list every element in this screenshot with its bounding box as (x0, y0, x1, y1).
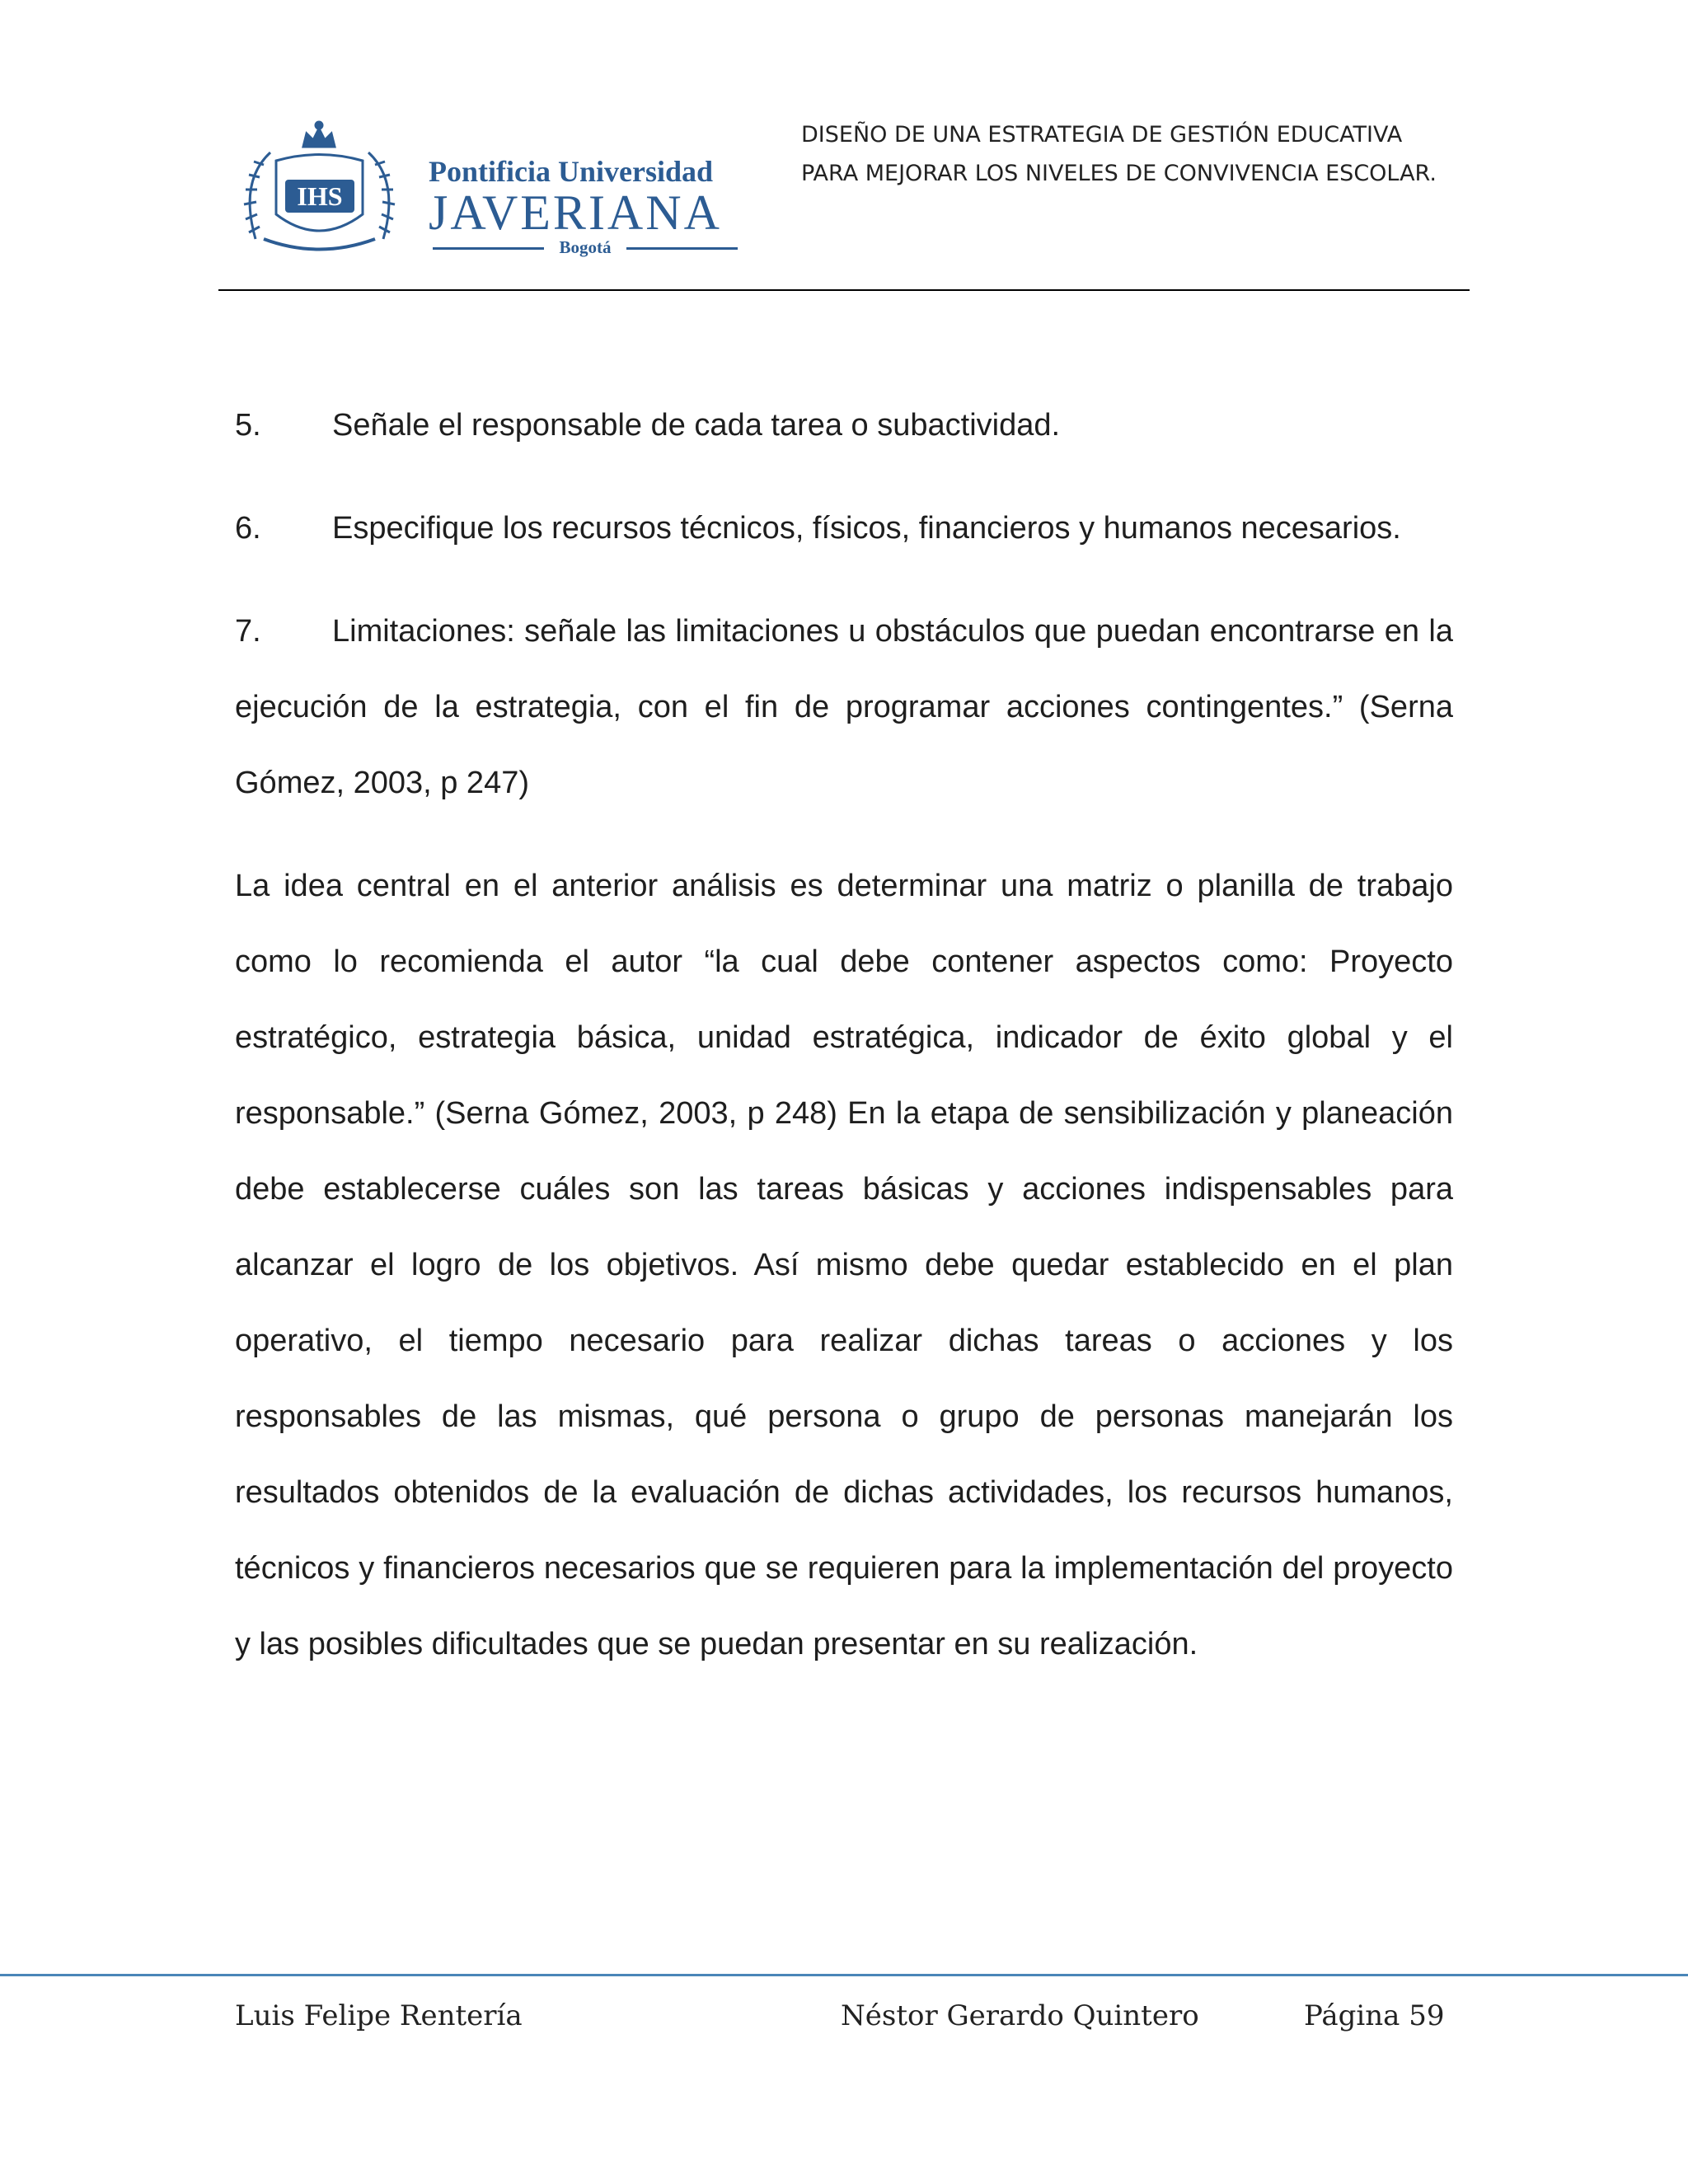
list-item-text: Señale el responsable de cada tarea o subactividad. (332, 408, 1061, 443)
logo-city: Bogotá (559, 237, 612, 257)
list-item-number: 5. (235, 408, 261, 443)
list-item (235, 387, 1453, 463)
body-paragraph: La idea central en el anterior análisis es determinar una matriz o planilla de trabajo como lo recomienda el autor “la cual debe contener aspectos como: Proyecto estratégico, estrategia básica, unidad estratégica, indicador de éxito global y el responsable.” (Serna Gómez, 2003, p 248) En la etapa de sensibilización y planeación debe establecerse cuáles son las tareas básicas y acciones indispensables para alcanzar el logro de los objetivos. Así mismo debe quedar establecido en el plan operativo, el tiempo necesario para realizar dichas tareas o acciones y los responsables de las mismas, qué persona o grupo de personas manejarán los resultados obtenidos de la evaluación de dichas actividades, los recursos humanos, técnicos y financieros necesarios que se requieren para la implementación del proyecto y las posibles dificultades que se puedan presentar en su realización. (235, 869, 1453, 1661)
document-title-line: DISEÑO DE UNA ESTRATEGIA DE GESTIÓN EDUCATIVA (801, 122, 1403, 148)
crest-icon (231, 115, 408, 260)
document-title-line: PARA MEJORAR LOS NIVELES DE CONVIVENCIA ESCOLAR. (801, 161, 1437, 186)
page-body (235, 387, 1453, 1682)
list-item (235, 490, 1453, 566)
logo-line1: Pontificia Universidad (429, 155, 714, 188)
logo-wordmark (429, 155, 746, 259)
list-item-number: 7. (235, 614, 261, 649)
crest-text: IHS (297, 181, 343, 211)
footer-divider (0, 1974, 1688, 1976)
logo-rule-left (433, 247, 544, 250)
logo-line2: JAVERIANA (429, 185, 722, 240)
university-logo (231, 115, 746, 260)
footer-author-2: Néstor Gerardo Quintero (841, 1999, 1199, 2032)
logo-rule-right (626, 247, 738, 250)
logo-line3 (429, 237, 746, 259)
footer-author-1: Luis Felipe Rentería (235, 1999, 523, 2032)
page-number: Página 59 (1304, 1999, 1445, 2032)
document-title (801, 115, 1493, 193)
list-item-text: Limitaciones: señale las limitaciones u obstáculos que puedan encontrarse en la ejecución de la estrategia, con el fin de programar acciones contingentes.” (Serna Gómez, 2003, p 247) (235, 614, 1453, 800)
header-divider (218, 289, 1470, 291)
list-item (235, 593, 1453, 821)
list-item-text: Especifique los recursos técnicos, físicos, financieros y humanos necesarios. (332, 511, 1401, 546)
list-item-number: 6. (235, 511, 261, 546)
